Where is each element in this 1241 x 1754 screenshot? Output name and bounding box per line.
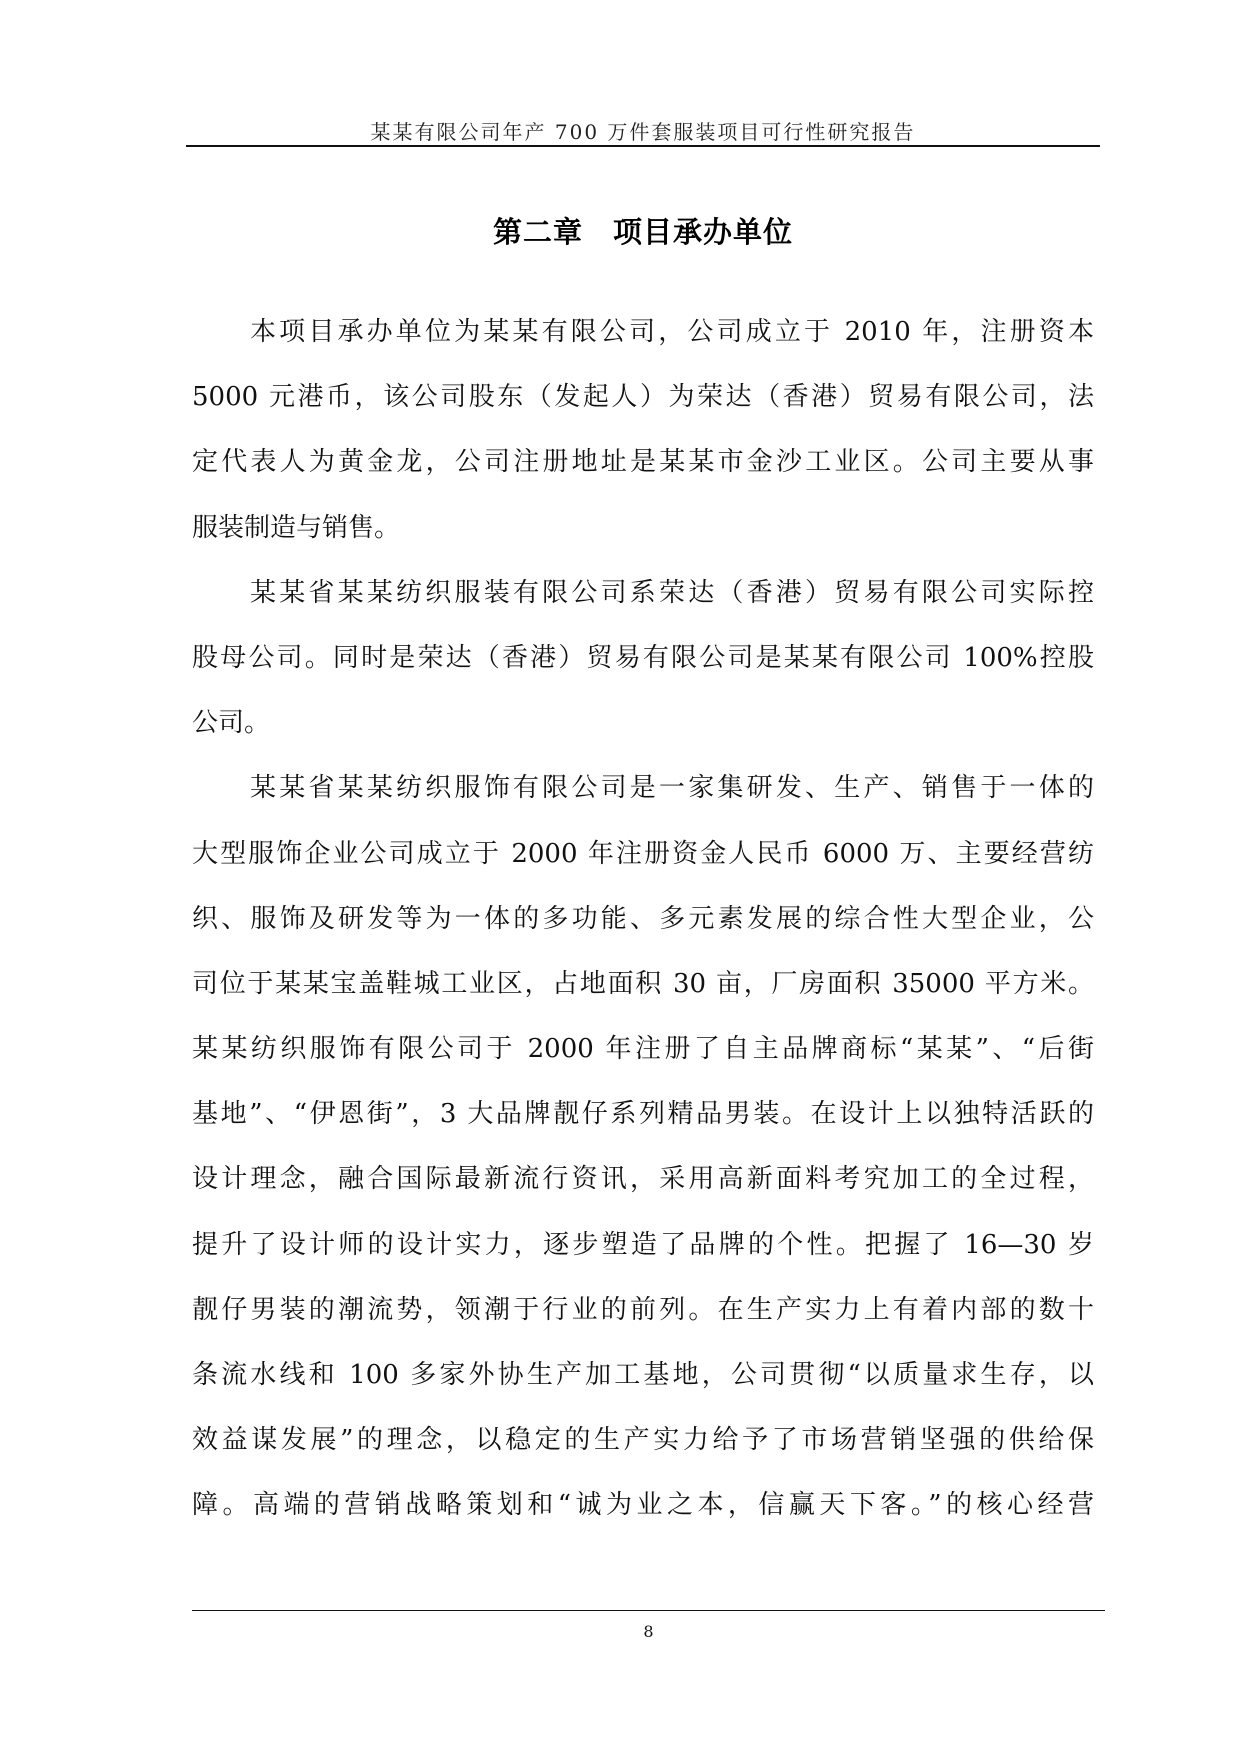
- paragraph-line: 股母公司。同时是荣达（香港）贸易有限公司是某某有限公司 100%控股: [192, 642, 1094, 673]
- body-text: [192, 300, 1094, 1539]
- paragraph-line: 公司。: [192, 708, 271, 739]
- paragraph-line: 服装制造与销售。: [192, 512, 401, 543]
- paragraph-line: 大型服饰企业公司成立于 2000 年注册资金人民币 6000 万、主要经营纺: [192, 838, 1094, 869]
- paragraph-line: 障。高端的营销战略策划和“诚为业之本，信赢天下客。”的核心经营: [192, 1490, 1094, 1521]
- paragraph-line: 5000 元港币，该公司股东（发起人）为荣达（香港）贸易有限公司，法: [192, 382, 1094, 413]
- paragraph-line: 靓仔男装的潮流势，领潮于行业的前列。在生产实力上有着内部的数十: [192, 1294, 1094, 1325]
- paragraph-line: 司位于某某宝盖鞋城工业区，占地面积 30 亩，厂房面积 35000 平方米。: [192, 968, 1094, 999]
- paragraph-line: 基地”、“伊恩街”，3 大品牌靓仔系列精品男装。在设计上以独特活跃的: [192, 1099, 1094, 1130]
- chapter-title: 第二章 项目承办单位: [492, 215, 793, 249]
- paragraph-line: 某某纺织服饰有限公司于 2000 年注册了自主品牌商标“某某”、“后街: [192, 1034, 1094, 1065]
- paragraph-line: 设计理念，融合国际最新流行资讯，采用高新面料考究加工的全过程，: [192, 1164, 1094, 1195]
- paragraph-line: 定代表人为黄金龙，公司注册地址是某某市金沙工业区。公司主要从事: [192, 447, 1094, 478]
- paragraph-line: 某某省某某纺织服饰有限公司是一家集研发、生产、销售于一体的: [250, 773, 1094, 804]
- paragraph-line: 效益谋发展”的理念，以稳定的生产实力给予了市场营销坚强的供给保: [192, 1425, 1094, 1456]
- paragraph-line: 织、服饰及研发等为一体的多功能、多元素发展的综合性大型企业，公: [192, 903, 1094, 934]
- paragraph-line: 本项目承办单位为某某有限公司，公司成立于 2010 年，注册资本: [250, 317, 1094, 347]
- paragraph-line: 提升了设计师的设计实力，逐步塑造了品牌的个性。把握了 16—30 岁: [192, 1229, 1094, 1260]
- page-number: 8: [643, 1622, 654, 1641]
- running-header-title: 某某有限公司年产 700 万件套服装项目可行性研究报告: [370, 120, 916, 144]
- header-divider: [186, 145, 1100, 147]
- footer-divider: [192, 1610, 1105, 1611]
- paragraph-line: 条流水线和 100 多家外协生产加工基地，公司贯彻“以质量求生存，以: [192, 1360, 1094, 1390]
- paragraph-line: 某某省某某纺织服装有限公司系荣达（香港）贸易有限公司实际控: [250, 577, 1094, 608]
